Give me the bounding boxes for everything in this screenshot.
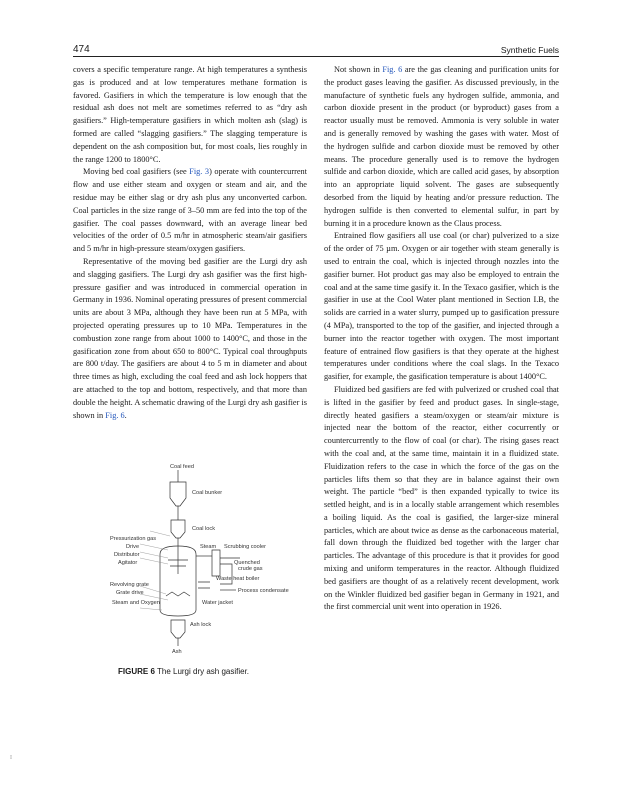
label-ash: Ash — [172, 649, 182, 654]
scrubbing-cooler-shape — [212, 550, 220, 576]
left-paragraph-2 — [73, 166, 307, 256]
figure-6-link[interactable]: Fig. 6 — [105, 410, 125, 420]
revolving-grate-shape — [166, 592, 190, 596]
label-process-condensate: Process condensate — [238, 588, 289, 594]
figure-caption-label: FIGURE 6 — [118, 667, 155, 676]
ash-lock-shape — [171, 620, 185, 638]
left-paragraph-3-text-b: . — [124, 410, 127, 420]
label-grate-drive: Grate drive — [116, 590, 144, 596]
running-head: Synthetic Fuels — [500, 45, 559, 55]
right-paragraph-3: Fluidized bed gasifiers are fed with pulverized or crushed coal that is lifted in the gasifier by feed and product gases. In single-stage, directly heated gasifiers a steam/oxygen or steam/air mixture is injected near the bottom of the reactor, either cocurrently or countercurrently to the flow of coal (or char). The rising gases react with the coal and, at the same time, maintain it in a fluidized state. Fluidization refers to the case in which the force of the gas on the particles lifts them so that they are in balance against their own weight. The particle “bed” is then expanded typically to twice its settled height, and is in a locally stable arrangement which resembles a boiling liquid. As the coal is gasified, the larger-size mineral particles, which are about twice as dense as the carbonaceous material, fall down through the fluidized bed together with the larger char particles. The advantage of this procedure is that it provides for good mixing and uniform temperatures in the reactor. Although fluidized bed gasifiers are thought of as a relatively recent development, work on the Winkler fluidized bed gasifier began in Germany in 1921, and the first commercial unit went into operation in 1926. — [324, 384, 559, 612]
label-distributor: Distributor — [114, 552, 140, 558]
left-paragraph-1: covers a specific temperature range. At high temperatures a synthesis gas is produced and at low temperatures methane formation is favored. Gasifiers in which the temperature is low enough that the residual ash does not melt are sometimes referred to as “dry ash gasifiers.” High-temperature gasifiers in which molten ash (slag) is formed are called “slagging gasifiers.” The slagging temperature is dependent on the ash composition but, for most coals, lies roughly in the range 1200 to 1800°C. — [73, 65, 307, 164]
label-crude-gas: crude gas — [238, 566, 263, 572]
figure-lurgi-gasifier — [110, 464, 310, 654]
figure-caption — [118, 667, 249, 676]
page-number: 474 — [73, 44, 90, 55]
label-water-jacket: Water jacket — [202, 600, 233, 606]
margin-mark: I — [10, 755, 12, 761]
left-paragraph-3-text-a: Representative of the moving bed gasifier are the Lurgi dry ash and slagging gasifiers. The Lurgi dry ash gasifier was the first high-pressure gasifier and was introduced in commercial operation in Germany in 1936. Nominal operating pressures of present commercial units are about 3 MPa, although they have been run at 5 MPa, with projected operating pressures up to 10 MPa. Temperatures in the combustion zone range from about 1000 to 1400°C, and those in the gasification zone from about 650 to 800°C. Typical coal throughputs are 800 t/day. The gasifiers are about 4 to 5 m in diameter and about three times as high, excluding the coal feed and ash lock hoppers that are attached to the top and bottom, respectively, and that more than double the height. A schematic drawing of the Lurgi dry ash gasifier is shown in — [73, 256, 307, 420]
figure-6-link[interactable]: Fig. 6 — [382, 65, 403, 74]
right-paragraph-1 — [324, 64, 559, 230]
label-scrubbing-cooler: Scrubbing cooler — [224, 544, 266, 550]
water-jacket-lines — [198, 582, 210, 588]
label-quenched: Quenched — [234, 560, 260, 566]
left-paragraph-2-text-b: ) operate with countercurrent flow and use either steam and oxygen or steam and air, and the residue may be either slag or dry ash plus any unconverted carbon. Coal particles in the size range of 3–50 mm are fed into the top of the gasifier. The coal passes downward, with an average linear bed velocities of the order of 0.5 m/hr in atmospheric steam/air gasifiers and 5 m/hr in high-pressure steam/oxygen gasifiers. — [73, 167, 307, 254]
label-steam: Steam — [200, 544, 217, 550]
gasifier-schematic — [110, 464, 310, 654]
right-paragraph-2: Entrained flow gasifiers all use coal (or char) pulverized to a size of the order of 75 µm. Oxygen or air together with steam generally is used to entrain the coal, which is injected through nozzles into the gasifier burner. Hot product gas may also be employed to entrain the coal and at the same time gasify it. In the Texaco gasifier, which is the gasifier in use at the Cool Water plant mentioned in Section I.B, the solids are carried in a water slurry, pumped up to gasification pressure (4 MPa), transported to the top of the gasifier, and injected through a burner into the reactor together with oxygen. The most important feature of entrained flow gasifiers is that they operate at the highest temperatures under conditions where the coal slags. In the Texaco gasifier, for example, the gasification temperature is about 1400°C. — [324, 231, 559, 382]
coal-bunker-shape — [170, 482, 186, 506]
label-leaders — [140, 531, 170, 610]
figure-caption-text: The Lurgi dry ash gasifier. — [156, 667, 250, 676]
label-drive: Drive — [126, 544, 140, 550]
right-paragraph-1-text-b: are the gas cleaning and purification units for the product gases leaving the gasifier. As discussed previously, in the manufacture of synthetic fuels any hydrogen sulfide, ammonia, and carbon dioxide present in the product (or byproduct) gases from a reactor usually must be removed. Ammonia is very soluble in water and is generally removed by washing the gases with water. Most of the hydrogen sulfide and carbon dioxide must be removed by other means. The procedure generally used is to remove the hydrogen sulfide and carbon dioxide, which are called acid gases, by absorption into an appropriate liquid solvent. The gases are subsequently desorbed from the liquid by heating and/or pressure reduction. The hydrogen sulfide is then converted to elemental sulfur, in part by burning it in a procedure known as the Claus process. — [324, 65, 559, 228]
label-revolving-grate: Revolving grate — [110, 582, 149, 588]
right-paragraph-1-text-a: Not shown in — [334, 65, 383, 74]
label-steam-and-oxygen: Steam and Oxygen — [112, 600, 160, 606]
label-pressurization-gas: Pressurization gas — [110, 536, 157, 542]
label-coal-bunker: Coal bunker — [192, 490, 223, 496]
right-column — [324, 64, 559, 614]
figure-3-link[interactable]: Fig. 3 — [189, 167, 210, 177]
label-coal-feed: Coal feed — [170, 464, 194, 470]
left-paragraph-3 — [73, 256, 307, 422]
left-paragraph-2-text-a: Moving bed coal gasifiers (see — [83, 167, 190, 177]
label-coal-lock: Coal lock — [192, 526, 216, 532]
label-agitator: Agitator — [118, 560, 138, 566]
coal-lock-shape — [171, 520, 185, 538]
label-ash-lock: Ash lock — [190, 622, 212, 628]
label-waste-heat-boiler: Waste heat boiler — [216, 576, 260, 582]
left-column — [73, 64, 307, 422]
header-rule — [73, 56, 559, 57]
